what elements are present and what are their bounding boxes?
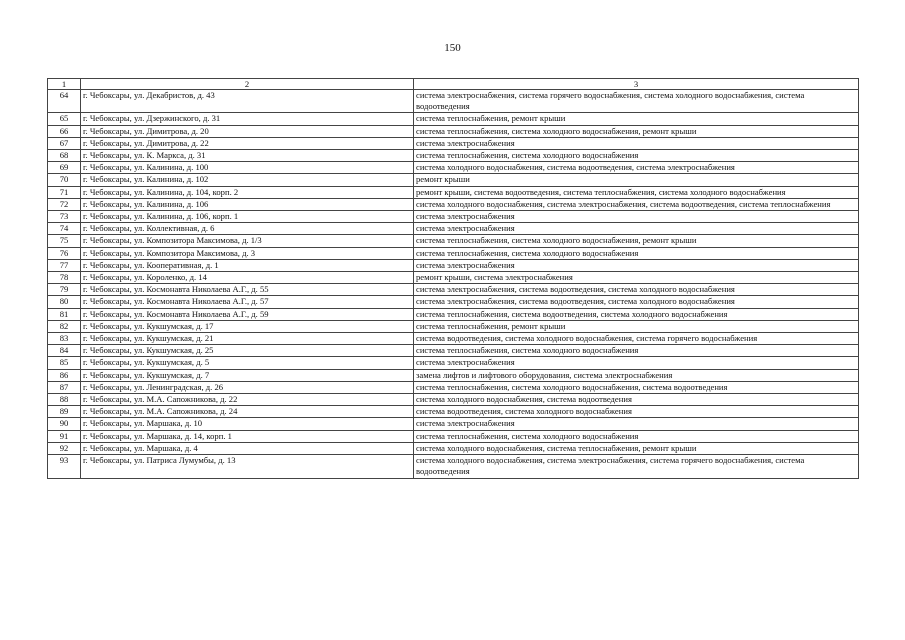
address-cell: г. Чебоксары, ул. Коллективная, д. 6 <box>81 223 414 235</box>
row-number-cell: 93 <box>48 455 81 478</box>
address-cell: г. Чебоксары, ул. Кукшумская, д. 7 <box>81 369 414 381</box>
works-cell: ремонт крыши <box>414 174 859 186</box>
works-cell: система теплоснабжения, система холодного водоснабжения, система водоотведения <box>414 381 859 393</box>
row-number-cell: 84 <box>48 345 81 357</box>
header-col-1: 1 <box>48 79 81 90</box>
row-number-cell: 88 <box>48 394 81 406</box>
row-number-cell: 67 <box>48 137 81 149</box>
address-cell: г. Чебоксары, ул. Димитрова, д. 22 <box>81 137 414 149</box>
row-number-cell: 72 <box>48 198 81 210</box>
works-cell: ремонт крыши, система водоотведения, система теплоснабжения, система холодного водоснабжения <box>414 186 859 198</box>
table-row <box>48 247 859 259</box>
row-number-cell: 83 <box>48 333 81 345</box>
row-number-cell: 74 <box>48 223 81 235</box>
table-row <box>48 272 859 284</box>
header-col-3: 3 <box>414 79 859 90</box>
row-number-cell: 80 <box>48 296 81 308</box>
table-row <box>48 235 859 247</box>
table-row <box>48 125 859 137</box>
address-cell: г. Чебоксары, ул. Маршака, д. 14, корп. 1 <box>81 430 414 442</box>
works-cell: система теплоснабжения, система водоотведения, система холодного водоснабжения <box>414 308 859 320</box>
table-row <box>48 162 859 174</box>
works-cell: система теплоснабжения, система холодного водоснабжения <box>414 247 859 259</box>
row-number-cell: 68 <box>48 150 81 162</box>
table-row <box>48 174 859 186</box>
row-number-cell: 64 <box>48 90 81 113</box>
row-number-cell: 87 <box>48 381 81 393</box>
works-cell: система электроснабжения <box>414 137 859 149</box>
table-row <box>48 308 859 320</box>
address-cell: г. Чебоксары, ул. Кукшумская, д. 25 <box>81 345 414 357</box>
works-cell: система теплоснабжения, система холодного водоснабжения, ремонт крыши <box>414 125 859 137</box>
works-cell: ремонт крыши, система электроснабжения <box>414 272 859 284</box>
address-cell: г. Чебоксары, ул. Дзержинского, д. 31 <box>81 113 414 125</box>
works-cell: система холодного водоснабжения, система водоотведения, система электроснабжения <box>414 162 859 174</box>
table-row <box>48 198 859 210</box>
works-cell: замена лифтов и лифтового оборудования, система электроснабжения <box>414 369 859 381</box>
row-number-cell: 85 <box>48 357 81 369</box>
table-row <box>48 296 859 308</box>
table-row <box>48 369 859 381</box>
address-cell: г. Чебоксары, ул. Маршака, д. 4 <box>81 442 414 454</box>
address-cell: г. Чебоксары, ул. Калинина, д. 100 <box>81 162 414 174</box>
table-row <box>48 150 859 162</box>
works-cell: система теплоснабжения, система холодного водоснабжения <box>414 430 859 442</box>
row-number-cell: 82 <box>48 320 81 332</box>
table-row <box>48 211 859 223</box>
row-number-cell: 70 <box>48 174 81 186</box>
table-row <box>48 223 859 235</box>
table-row <box>48 394 859 406</box>
row-number-cell: 73 <box>48 211 81 223</box>
works-cell: система электроснабжения, система горячего водоснабжения, система холодного водоснабжения, система водоотведения <box>414 90 859 113</box>
works-cell: система холодного водоснабжения, система электроснабжения, система горячего водоснабжения, система водоотведения <box>414 455 859 478</box>
address-cell: г. Чебоксары, ул. Маршака, д. 10 <box>81 418 414 430</box>
table-row <box>48 137 859 149</box>
works-cell: система электроснабжения <box>414 357 859 369</box>
works-cell: система холодного водоснабжения, система электроснабжения, система водоотведения, система теплоснабжения <box>414 198 859 210</box>
address-cell: г. Чебоксары, ул. Космонавта Николаева А.Г., д. 59 <box>81 308 414 320</box>
row-number-cell: 78 <box>48 272 81 284</box>
table-row <box>48 442 859 454</box>
address-cell: г. Чебоксары, ул. М.А. Сапожникова, д. 22 <box>81 394 414 406</box>
address-cell: г. Чебоксары, ул. Ленинградская, д. 26 <box>81 381 414 393</box>
address-cell: г. Чебоксары, ул. Короленко, д. 14 <box>81 272 414 284</box>
row-number-cell: 86 <box>48 369 81 381</box>
address-cell: г. Чебоксары, ул. Кукшумская, д. 21 <box>81 333 414 345</box>
row-number-cell: 81 <box>48 308 81 320</box>
works-cell: система теплоснабжения, система холодного водоснабжения, ремонт крыши <box>414 235 859 247</box>
address-cell: г. Чебоксары, ул. К. Маркса, д. 31 <box>81 150 414 162</box>
address-cell: г. Чебоксары, ул. Калинина, д. 104, корп. 2 <box>81 186 414 198</box>
address-cell: г. Чебоксары, ул. Композитора Максимова, д. 1/3 <box>81 235 414 247</box>
address-cell: г. Чебоксары, ул. Космонавта Николаева А.Г., д. 57 <box>81 296 414 308</box>
row-number-cell: 77 <box>48 259 81 271</box>
row-number-cell: 89 <box>48 406 81 418</box>
row-number-cell: 75 <box>48 235 81 247</box>
works-cell: система водоотведения, система холодного водоснабжения <box>414 406 859 418</box>
table-header-row <box>48 79 859 90</box>
address-cell: г. Чебоксары, ул. Калинина, д. 106 <box>81 198 414 210</box>
address-cell: г. Чебоксары, ул. Кукшумская, д. 5 <box>81 357 414 369</box>
address-cell: г. Чебоксары, ул. М.А. Сапожникова, д. 24 <box>81 406 414 418</box>
header-col-2: 2 <box>81 79 414 90</box>
row-number-cell: 66 <box>48 125 81 137</box>
table-row <box>48 113 859 125</box>
page-number: 150 <box>444 42 461 54</box>
works-cell: система электроснабжения, система водоотведения, система холодного водоснабжения <box>414 296 859 308</box>
works-cell: система электроснабжения <box>414 223 859 235</box>
works-cell: система электроснабжения <box>414 211 859 223</box>
table-row <box>48 333 859 345</box>
works-cell: система электроснабжения <box>414 259 859 271</box>
address-cell: г. Чебоксары, ул. Декабристов, д. 43 <box>81 90 414 113</box>
address-cell: г. Чебоксары, ул. Композитора Максимова, д. 3 <box>81 247 414 259</box>
table-row <box>48 345 859 357</box>
row-number-cell: 90 <box>48 418 81 430</box>
repair-works-table <box>47 78 859 479</box>
row-number-cell: 71 <box>48 186 81 198</box>
table-row <box>48 381 859 393</box>
row-number-cell: 92 <box>48 442 81 454</box>
works-cell: система теплоснабжения, система холодного водоснабжения <box>414 150 859 162</box>
table-row <box>48 320 859 332</box>
address-cell: г. Чебоксары, ул. Патриса Лумумбы, д. 13 <box>81 455 414 478</box>
works-cell: система электроснабжения <box>414 418 859 430</box>
table-row <box>48 284 859 296</box>
row-number-cell: 76 <box>48 247 81 259</box>
table-row <box>48 406 859 418</box>
table-row <box>48 455 859 478</box>
table-row <box>48 430 859 442</box>
address-cell: г. Чебоксары, ул. Калинина, д. 106, корп. 1 <box>81 211 414 223</box>
works-cell: система теплоснабжения, система холодного водоснабжения <box>414 345 859 357</box>
address-cell: г. Чебоксары, ул. Космонавта Николаева А.Г., д. 55 <box>81 284 414 296</box>
address-cell: г. Чебоксары, ул. Кооперативная, д. 1 <box>81 259 414 271</box>
row-number-cell: 91 <box>48 430 81 442</box>
row-number-cell: 69 <box>48 162 81 174</box>
works-cell: система холодного водоснабжения, система водоотведения <box>414 394 859 406</box>
address-cell: г. Чебоксары, ул. Димитрова, д. 20 <box>81 125 414 137</box>
row-number-cell: 79 <box>48 284 81 296</box>
works-cell: система теплоснабжения, ремонт крыши <box>414 320 859 332</box>
table-row <box>48 259 859 271</box>
address-cell: г. Чебоксары, ул. Кукшумская, д. 17 <box>81 320 414 332</box>
address-cell: г. Чебоксары, ул. Калинина, д. 102 <box>81 174 414 186</box>
works-cell: система холодного водоснабжения, система теплоснабжения, ремонт крыши <box>414 442 859 454</box>
table-row <box>48 90 859 113</box>
works-cell: система электроснабжения, система водоотведения, система холодного водоснабжения <box>414 284 859 296</box>
works-cell: система теплоснабжения, ремонт крыши <box>414 113 859 125</box>
table-row <box>48 418 859 430</box>
works-cell: система водоотведения, система холодного водоснабжения, система горячего водоснабжения <box>414 333 859 345</box>
table-row <box>48 357 859 369</box>
table-row <box>48 186 859 198</box>
row-number-cell: 65 <box>48 113 81 125</box>
